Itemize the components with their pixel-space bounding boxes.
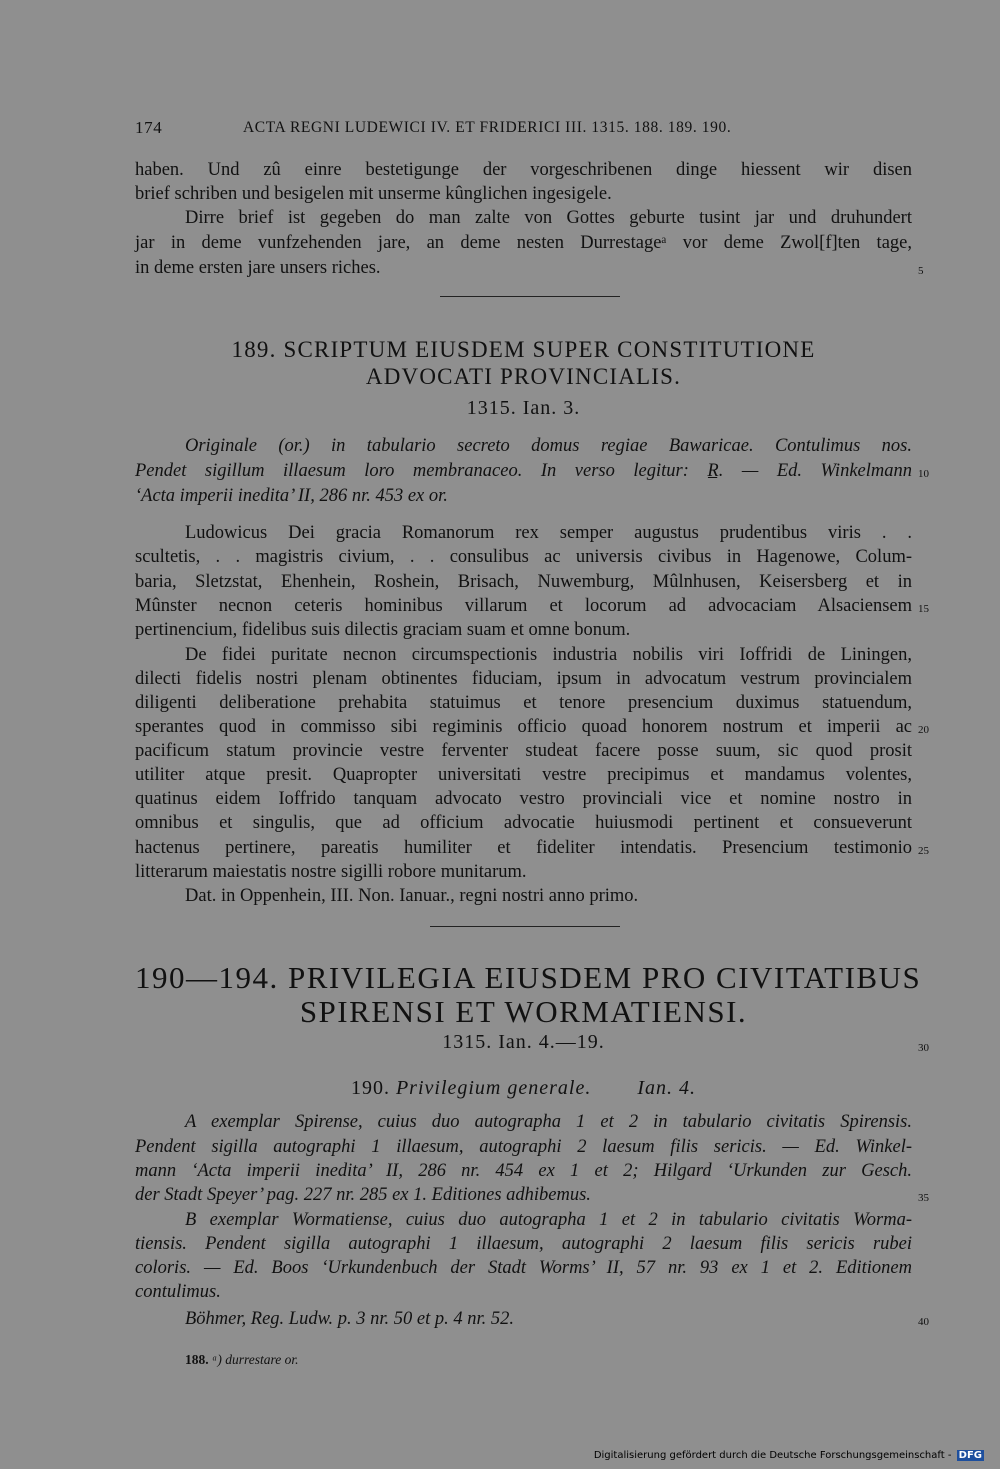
doc189-source-line: Pendet sigillum illaesum loro membranaceo. In verso legitur: R̲. — Ed. Winkelmann (135, 461, 912, 481)
doc188-line: brief schriben und besigelen mit unserme kûnglichen ingesigele. (135, 184, 612, 204)
doc190-194-heading: SPIRENSI ET WORMATIENSI. (299, 994, 748, 1029)
doc189-text-line: quatinus eidem Ioffrido tanquam advocato vestro provinciali vice et nomine nostro in (135, 789, 912, 809)
doc189-source-line: Originale (or.) in tabulario secreto domus regiae Bawaricae. Contulimus nos. (185, 436, 912, 456)
line-number: 15 (918, 603, 929, 615)
doc188-line: Dirre brief ist gegeben do man zalte von Gottes geburte tusint jar und druhundert (185, 208, 912, 228)
footnote (185, 1352, 299, 1368)
doc189-dating-line: Dat. in Oppenhein, III. Non. Ianuar., regni nostri anno primo. (185, 886, 639, 906)
doc190-source-line: B exemplar Wormatiense, cuius duo autographa 1 et 2 in tabulario civitatis Worma- (185, 1210, 912, 1230)
line-number: 30 (918, 1042, 929, 1054)
section-divider (440, 296, 620, 297)
page-number: 174 (135, 118, 163, 137)
section-divider (430, 926, 620, 927)
doc189-text-line: utiliter atque presit. Quapropter universitati vestre precipimus et mandamus volentes, (135, 765, 912, 785)
doc190-title: Privilegium generale. (395, 1077, 592, 1099)
doc188-line: in deme ersten jare unsers riches. (135, 258, 381, 278)
doc189-text-line: Ludowicus Dei gracia Romanorum rex semper augustus prudentibus viris . . (185, 523, 912, 543)
doc190-source-line: der Stadt Speyer’ pag. 227 nr. 285 ex 1. Editiones adhibemus. (135, 1185, 591, 1205)
doc188-line: haben. Und zû einre bestetigunge der vorgeschribenen dinge hiessent wir disen (135, 160, 912, 180)
doc190-regest-line: Böhmer, Reg. Ludw. p. 3 nr. 50 et p. 4 nr. 52. (185, 1309, 515, 1329)
running-title: ACTA REGNI LUDEWICI IV. ET FRIDERICI III. 1315. 188. 189. 190. (243, 119, 732, 136)
doc190-date: Ian. 4. (637, 1077, 697, 1099)
doc189-text-line: dilecti fidelis nostri plenam obtinentes fiduciam, ipsum in advocatum vestrum provincialem (135, 669, 912, 689)
doc190-heading (135, 1077, 912, 1100)
footnote-text: ᵃ) durrestare or. (212, 1352, 299, 1367)
line-number: 40 (918, 1316, 929, 1328)
doc190-194-heading: 190—194. PRIVILEGIA EIUSDEM PRO CIVITATIBUS (135, 960, 922, 995)
line-number: 20 (918, 724, 929, 736)
doc190-source-line: A exemplar Spirense, cuius duo autographa 1 et 2 in tabulario civitatis Spirensis. (185, 1112, 912, 1132)
doc190-source-line: Pendent sigilla autographi 1 illaesum, autographi 2 laesum filis sericis. — Ed. Winkel- (135, 1137, 912, 1157)
credit-text: Digitalisierung gefördert durch die Deutsche Forschungsgemeinschaft - (593, 1450, 952, 1461)
line-number: 5 (918, 265, 924, 277)
doc190-source-line: tiensis. Pendent sigilla autographi 1 illaesum, autographi 2 laesum filis sericis rubei (135, 1234, 912, 1254)
dfg-logo: DFG (958, 1450, 982, 1461)
doc190-source-line: mann ‘Acta imperii inedita’ II, 286 nr. 454 ex 1 et 2; Hilgard ‘Urkunden zur Gesch. (135, 1161, 912, 1181)
doc189-text-line: sperantes quod in commisso sibi regiminis officio quoad honorem nostrum et imperii ac (135, 717, 912, 737)
doc189-text-line: De fidei puritate necnon circumspectionis industria nobilis viri Ioffridi de Liningen, (185, 645, 912, 665)
doc190-source-line: coloris. — Ed. Boos ‘Urkundenbuch der Stadt Worms’ II, 57 nr. 93 ex 1 et 2. Editionem (135, 1258, 912, 1278)
doc190-source-line: contulimus. (135, 1282, 221, 1302)
doc189-date: 1315. Ian. 3. (466, 397, 581, 419)
digitization-credit (594, 1450, 984, 1461)
doc188-line: jar in deme vunfzehenden jare, an deme nesten Durrestageᵃ vor deme Zwol[f]ten tage, (135, 233, 912, 253)
doc189-heading: ADVOCATI PROVINCIALIS. (365, 364, 682, 389)
line-number: 35 (918, 1192, 929, 1204)
doc189-text-line: baria, Sletzstat, Ehenhein, Roshein, Brisach, Nuwemburg, Mûlnhusen, Keisersberg et in (135, 572, 912, 592)
doc189-text-line: omnibus et singulis, que ad officium advocatie huiusmodi pertinent et consueverunt (135, 813, 912, 833)
doc189-source-line: ‘Acta imperii inedita’ II, 286 nr. 453 ex or. (135, 486, 448, 506)
doc189-text-line: litterarum maiestatis nostre sigilli robore munitarum. (135, 862, 527, 882)
footnote-ref: 188. (185, 1352, 209, 1367)
doc189-text-line: diligenti deliberatione prehabita statuimus et tenore presencium duximus statuendum, (135, 693, 912, 713)
doc190-194-date: 1315. Ian. 4.—19. (442, 1031, 605, 1053)
doc189-text-line: hactenus pertinere, pareatis humiliter et fideliter intendatis. Presencium testimonio (135, 838, 912, 858)
doc189-text-line: scultetis, . . magistris civium, . . consulibus ac universis civibus in Hagenowe, Colum- (135, 547, 912, 567)
line-number: 25 (918, 845, 929, 857)
line-number: 10 (918, 468, 929, 480)
doc189-heading: 189. SCRIPTUM EIUSDEM SUPER CONSTITUTIONE (231, 337, 816, 362)
doc189-text-line: Mûnster necnon ceteris hominibus villarum et locorum ad advocaciam Alsaciensem (135, 596, 912, 616)
doc189-text-line: pacificum statum provincie vestre ferventer studeat facere posse suum, sic quod prosit (135, 741, 912, 761)
doc189-text-line: pertinencium, fidelibus suis dilectis graciam suam et omne bonum. (135, 620, 631, 640)
doc190-number: 190. (350, 1077, 390, 1099)
